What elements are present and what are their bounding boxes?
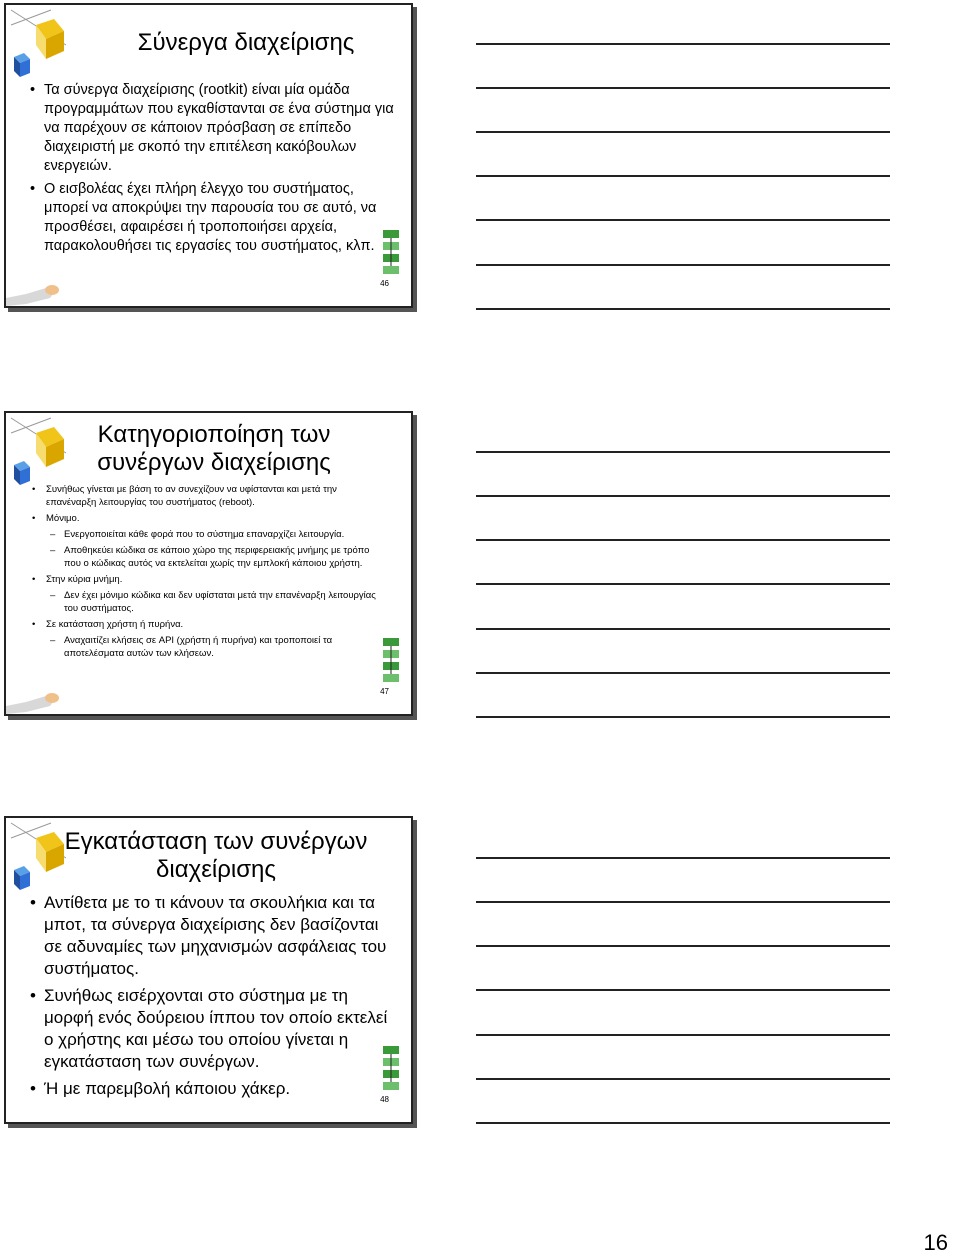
slide-title: Κατηγοριοποίηση των συνέργων διαχείρισης xyxy=(97,421,331,476)
sub-bullet: – Αποθηκεύει κώδικα σε κάποιο χώρο της περιφερειακής μνήμης με τρόπο που ο κώδικας αυτός να εκτελείται χωρίς την εμπλοκή κάποιου χρήστη. xyxy=(64,544,386,570)
hand-decoration-icon xyxy=(6,270,76,306)
sub-bullet: – Αναχαιτίζει κλήσεις σε API (χρήστη ή πυρήνα) και τροποποιεί τα αποτελέσματα αυτών των κλήσεων. xyxy=(64,634,386,660)
slide-bullets xyxy=(44,81,394,256)
bullet: • Συνήθως γίνεται με βάση το αν συνεχίζουν να υφίστανται και μετά την επανέναρξη λειτουργίας του συστήματος (reboot). xyxy=(46,483,386,509)
flowchart-icon xyxy=(377,636,405,688)
slide-47 xyxy=(4,411,413,716)
slide-title: Σύνεργα διαχείρισης xyxy=(137,29,355,56)
slide-bullets xyxy=(44,892,389,1100)
flowchart-icon xyxy=(377,1044,405,1096)
slide-title: Εγκατάσταση των συνέργων διαχείρισης xyxy=(64,828,368,883)
bullet: • Μόνιμο. xyxy=(46,512,386,525)
bullet: • Συνήθως εισέρχονται στο σύστημα με τη μορφή ενός δούρειου ίππου τον οποίο εκτελεί ο χρήστης και μέσω του οποίου γίνεται η εγκατάσταση των συνέργων. xyxy=(44,985,389,1073)
flowchart-icon xyxy=(377,228,405,280)
slide-48 xyxy=(4,816,413,1124)
slide-number: 48 xyxy=(380,1095,389,1104)
bullet: • Αντίθετα με το τι κάνουν τα σκουλήκια και τα μποτ, τα σύνεργα διαχείρισης δεν βασίζονται σε αδυναμίες των μηχανισμών ασφάλειας του συστήματος. xyxy=(44,892,389,980)
bullet: • Τα σύνεργα διαχείρισης (rootkit) είναι μία ομάδα προγραμμάτων που εγκαθίστανται σε ένα σύστημα για να παρέχουν σε κάποιον πρόσβαση σε επίπεδο διαχειριστή με σκοπό την επιτέλεση κακόβουλων ενεργειών. xyxy=(44,81,394,176)
bullet: • Σε κατάσταση χρήστη ή πυρήνα. xyxy=(46,618,386,631)
bullet: • Ο εισβολέας έχει πλήρη έλεγχο του συστήματος, μπορεί να αποκρύψει την παρουσία του σε αυτό, να προσθέσει, αφαιρέσει ή τροποποιήσει αρχεία, παρακολουθήσει τις εργασίες του συστήματος, κλπ. xyxy=(44,180,394,256)
sub-bullet: – Δεν έχει μόνιμο κώδικα και δεν υφίσταται μετά την επανέναρξη λειτουργίας του συστήματος. xyxy=(64,589,386,615)
bullet: • Ή με παρεμβολή κάποιου χάκερ. xyxy=(44,1078,389,1100)
sub-bullet: – Ενεργοποιείται κάθε φορά που το σύστημα επαναρχίζει λειτουργία. xyxy=(64,528,386,541)
slide-number: 46 xyxy=(380,279,389,288)
page-number: 16 xyxy=(923,1230,948,1255)
hand-decoration-icon xyxy=(6,678,76,714)
bullet: • Στην κύρια μνήμη. xyxy=(46,573,386,586)
slide-number: 47 xyxy=(380,687,389,696)
slide-bullets xyxy=(46,483,386,660)
slide-46 xyxy=(4,3,413,308)
